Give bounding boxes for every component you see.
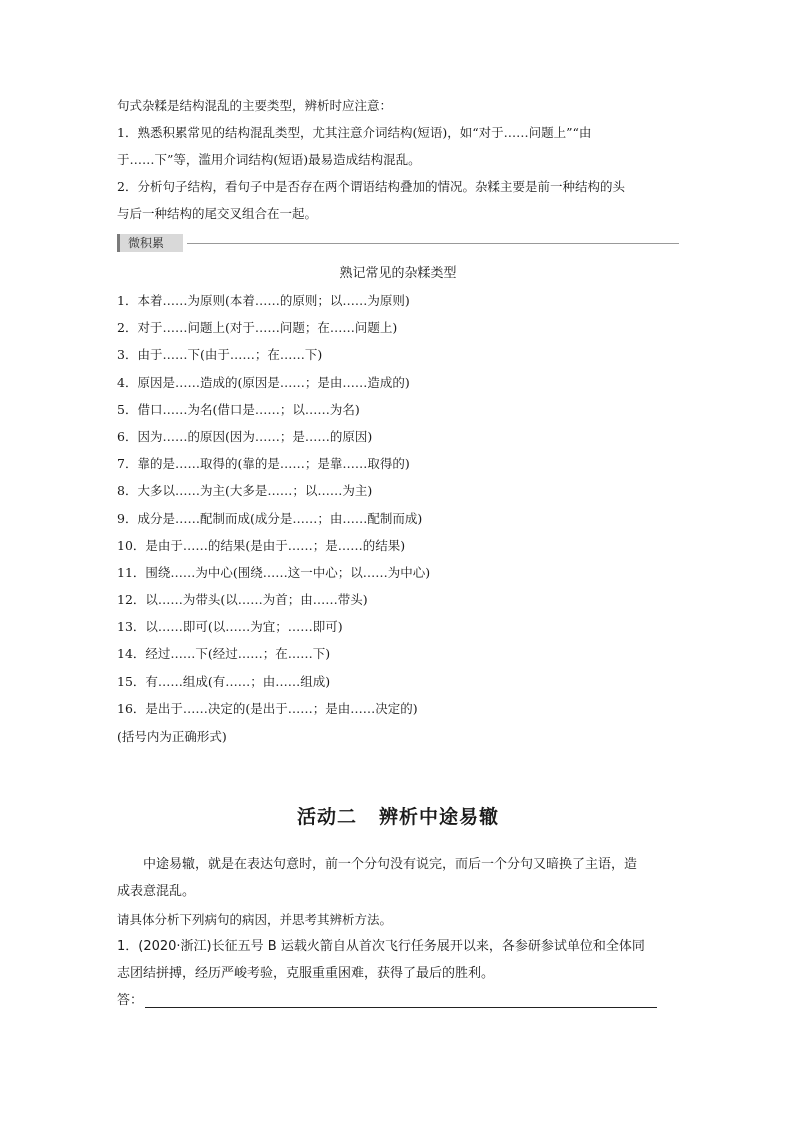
section-number: 活动二 (296, 806, 357, 828)
types-subtitle: 熟记常见的杂糅类型 (339, 266, 457, 281)
paragraph-line-1: 中途易辙，就是在表达句意时，前一个分句没有说完，而后一个分句又暗换了主语，造 (143, 857, 638, 872)
answer-row (117, 988, 657, 1014)
list-item: 1．本着……为原则(本着……的原则；以……为原则) (117, 293, 410, 308)
mixed-structure-type-list (117, 290, 679, 725)
list-item: 7．靠的是……取得的(靠的是……；是靠……取得的) (117, 456, 410, 472)
instruction-text: 请具体分析下列病句的病因，并思考其辨析方法。 (117, 912, 393, 927)
intro-line-2: 1．熟悉积累常见的结构混乱类型，尤其注意介词结构(短语)，如“对于……问题上”“由 (117, 125, 592, 140)
list-item: 10．是由于……的结果(是由于……；是……的结果) (117, 537, 406, 553)
micro-accumulation-header (117, 234, 679, 254)
instruction-block (117, 906, 679, 933)
list-item: 14．经过……下(经过……；在……下) (117, 646, 331, 662)
answer-blank-line[interactable] (145, 1007, 657, 1008)
section-title (117, 802, 679, 832)
intro-line-1: 句式杂糅是结构混乱的主要类型，辨析时应注意： (117, 98, 393, 113)
intro-line-4: 2．分析句子结构，看句子中是否存在两个谓语结构叠加的情况。杂糅主要是前一种结构的头 (117, 179, 625, 194)
list-item: 9．成分是……配制而成(成分是……；由……配制而成) (117, 510, 423, 526)
question-1-line-2: 志团结拼搏，经历严峻考验，克服重重困难，获得了最后的胜利。 (117, 966, 495, 981)
micro-accumulation-tag: 微积累 (117, 234, 183, 252)
question-1 (117, 933, 679, 987)
intro-line-5: 与后一种结构的尾交叉组合在一起。 (117, 206, 318, 221)
section-divider (187, 243, 679, 244)
list-item: 8．大多以……为主(大多是……；以……为主) (117, 483, 373, 499)
list-item: 13．以……即可(以……为宜；……即可) (117, 619, 343, 635)
section-heading: 辨析中途易辙 (379, 806, 500, 828)
list-item: 11．围绕……为中心(围绕……这一中心；以……为中心) (117, 564, 431, 580)
question-1-line-1: 1．(2020·浙江)长征五号 B 运载火箭自从首次飞行任务展开以来，各参研参试单位和全体同 (117, 939, 645, 954)
list-item: 16．是出于……决定的(是出于……；是由……决定的) (117, 700, 418, 716)
list-item: 15．有……组成(有……；由……组成) (117, 673, 331, 689)
list-item: 5．借口……为名(借口是……；以……为名) (117, 401, 360, 417)
list-item: 6．因为……的原因(因为……；是……的原因) (117, 428, 373, 444)
intro-line-3: 于……下”等，滥用介词结构(短语)最易造成结构混乱。 (117, 152, 421, 167)
list-item: 3．由于……下(由于……；在……下) (117, 347, 323, 363)
list-item: 12．以……为带头(以……为首；由……带头) (117, 592, 368, 608)
list-note: (括号内为正确形式) (117, 729, 227, 744)
answer-label: 答： (117, 993, 144, 1008)
intro-block (117, 92, 679, 227)
list-item: 4．原因是……造成的(原因是……；是由……造成的) (117, 374, 410, 390)
section-body (117, 851, 679, 905)
paragraph-line-2: 成表意混乱。 (117, 884, 196, 899)
list-item: 2．对于……问题上(对于……问题；在……问题上) (117, 320, 398, 336)
